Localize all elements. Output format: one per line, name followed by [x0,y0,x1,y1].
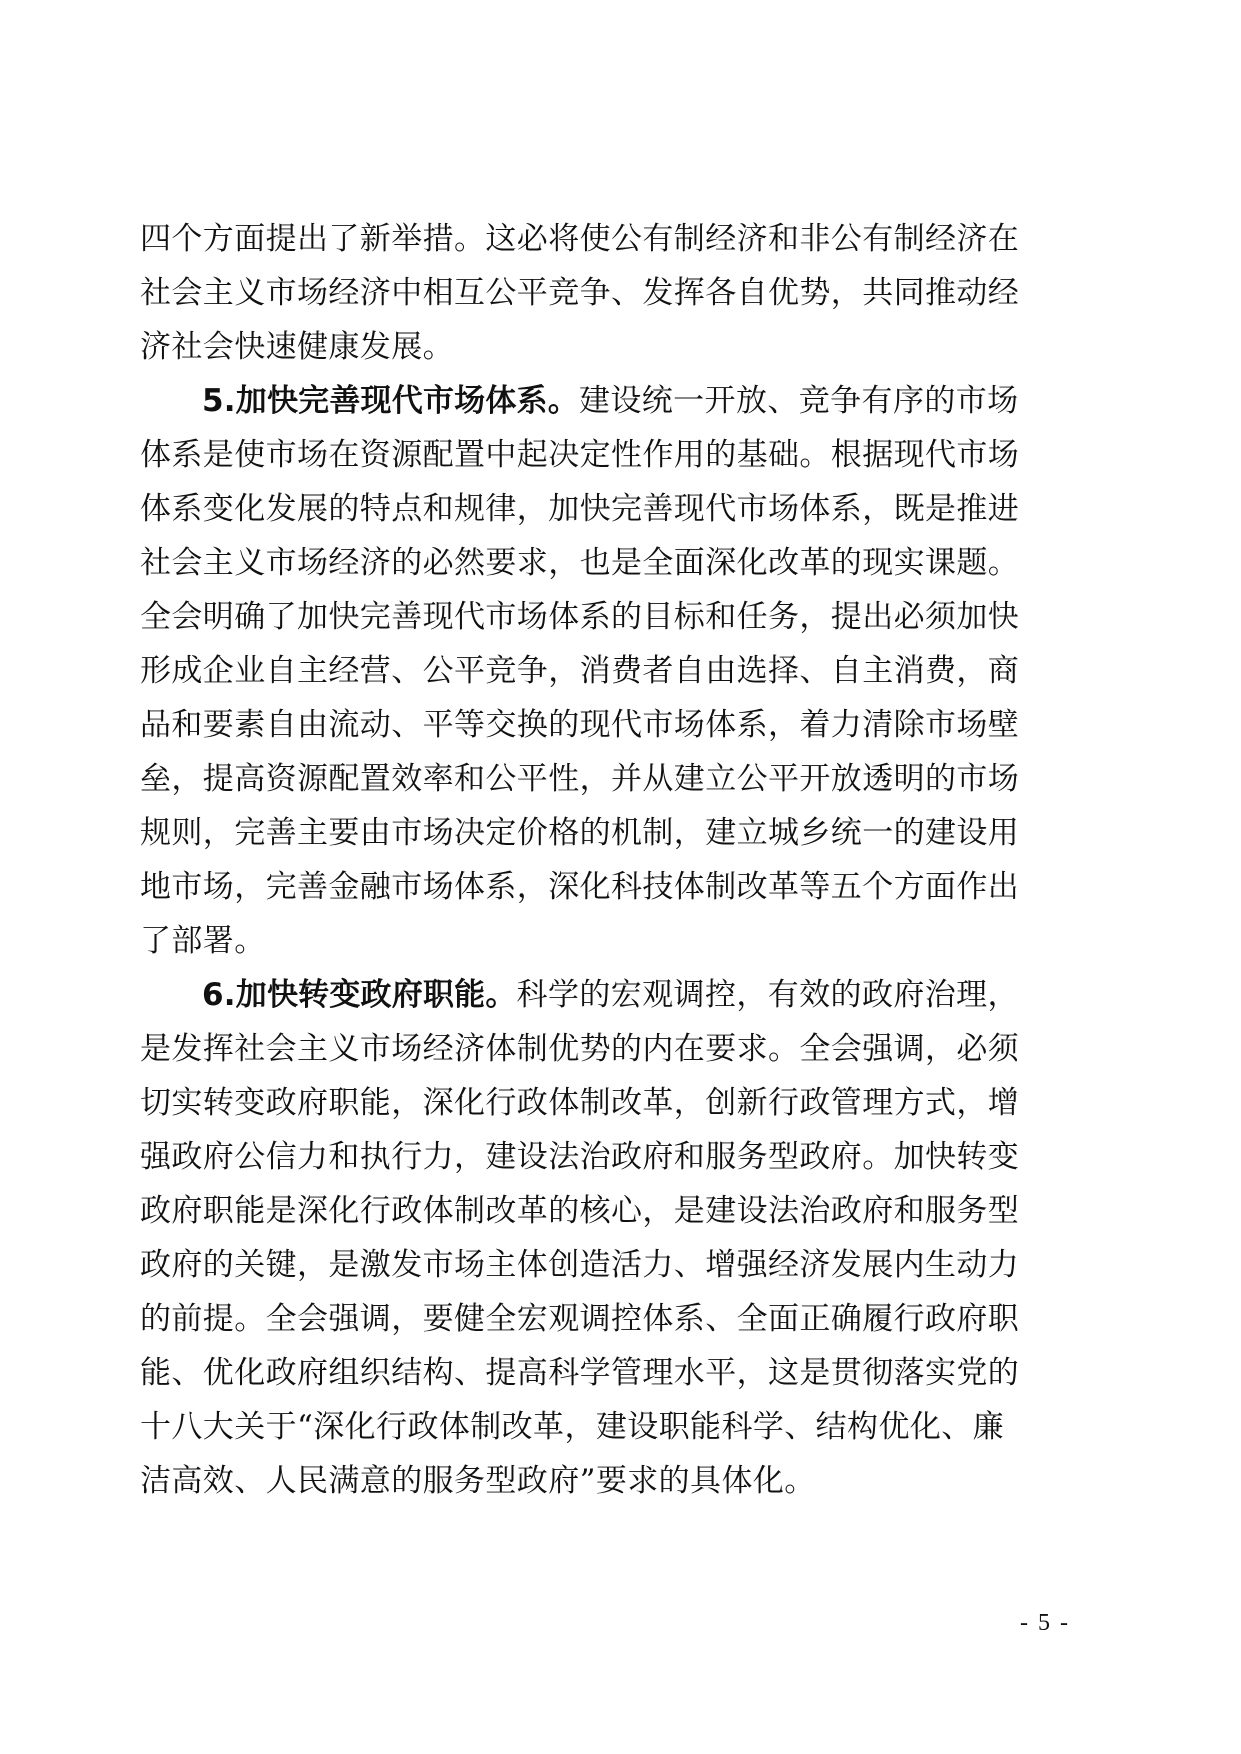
text-line: 体系变化发展的特点和规律，加快完善现代市场体系，既是推进 [140,491,1020,527]
text-line: 体系是使市场在资源配置中起决定性作用的基础。根据现代市场 [140,437,1020,473]
text-line: 济社会快速健康发展。 [140,329,454,365]
text-line: 四个方面提出了新举措。这必将使公有制经济和非公有制经济在 [140,221,1020,257]
text-line: 全会明确了加快完善现代市场体系的目标和任务，提出必须加快 [140,599,1020,635]
text-line: 能、优化政府组织结构、提高科学管理水平，这是贯彻落实党的 [140,1355,1020,1391]
text-line: 是发挥社会主义市场经济体制优势的内在要求。全会强调，必须 [140,1031,1020,1067]
text-line: 地市场，完善金融市场体系，深化科技体制改革等五个方面作出 [140,869,1020,905]
text-line: 社会主义市场经济的必然要求，也是全面深化改革的现实课题。 [140,545,1020,581]
text-line: 品和要素自由流动、平等交换的现代市场体系，着力清除市场壁 [140,707,1020,743]
text-line: 政府职能是深化行政体制改革的核心，是建设法治政府和服务型 [140,1193,1020,1229]
text-line: 垒，提高资源配置效率和公平性，并从建立公平开放透明的市场 [140,761,1020,797]
text-line: 政府的关键，是激发市场主体创造活力、增强经济发展内生动力 [140,1247,1020,1283]
text-line: 强政府公信力和执行力，建设法治政府和服务型政府。加快转变 [140,1139,1020,1175]
section-5-first-line [140,374,1019,428]
text-line: 社会主义市场经济中相互公平竞争、发挥各自优势，共同推动经 [140,275,1020,311]
text-run: 建设统一开放、竞争有序的市场 [578,383,1019,419]
section-heading-5: 5.加快完善现代市场体系。 [202,383,579,419]
page-number: - 5 - [1020,1610,1070,1636]
text-line: 规则，完善主要由市场决定价格的机制，建立城乡统一的建设用 [140,815,1020,851]
text-line: 的前提。全会强调，要健全宏观调控体系、全面正确履行政府职 [140,1301,1020,1337]
text-line: 了部署。 [140,923,266,959]
section-6-first-line [140,968,1019,1022]
text-line: 洁高效、人民满意的服务型政府”要求的具体化。 [140,1463,816,1499]
text-run: 科学的宏观调控，有效的政府治理， [516,977,1019,1013]
document-body [140,212,1020,1508]
text-line: 切实转变政府职能，深化行政体制改革，创新行政管理方式，增 [140,1085,1020,1121]
text-line: 十八大关于“深化行政体制改革，建设职能科学、结构优化、廉 [140,1409,1005,1445]
text-line: 形成企业自主经营、公平竞争，消费者自由选择、自主消费，商 [140,653,1020,689]
section-heading-6: 6.加快转变政府职能。 [202,977,517,1013]
